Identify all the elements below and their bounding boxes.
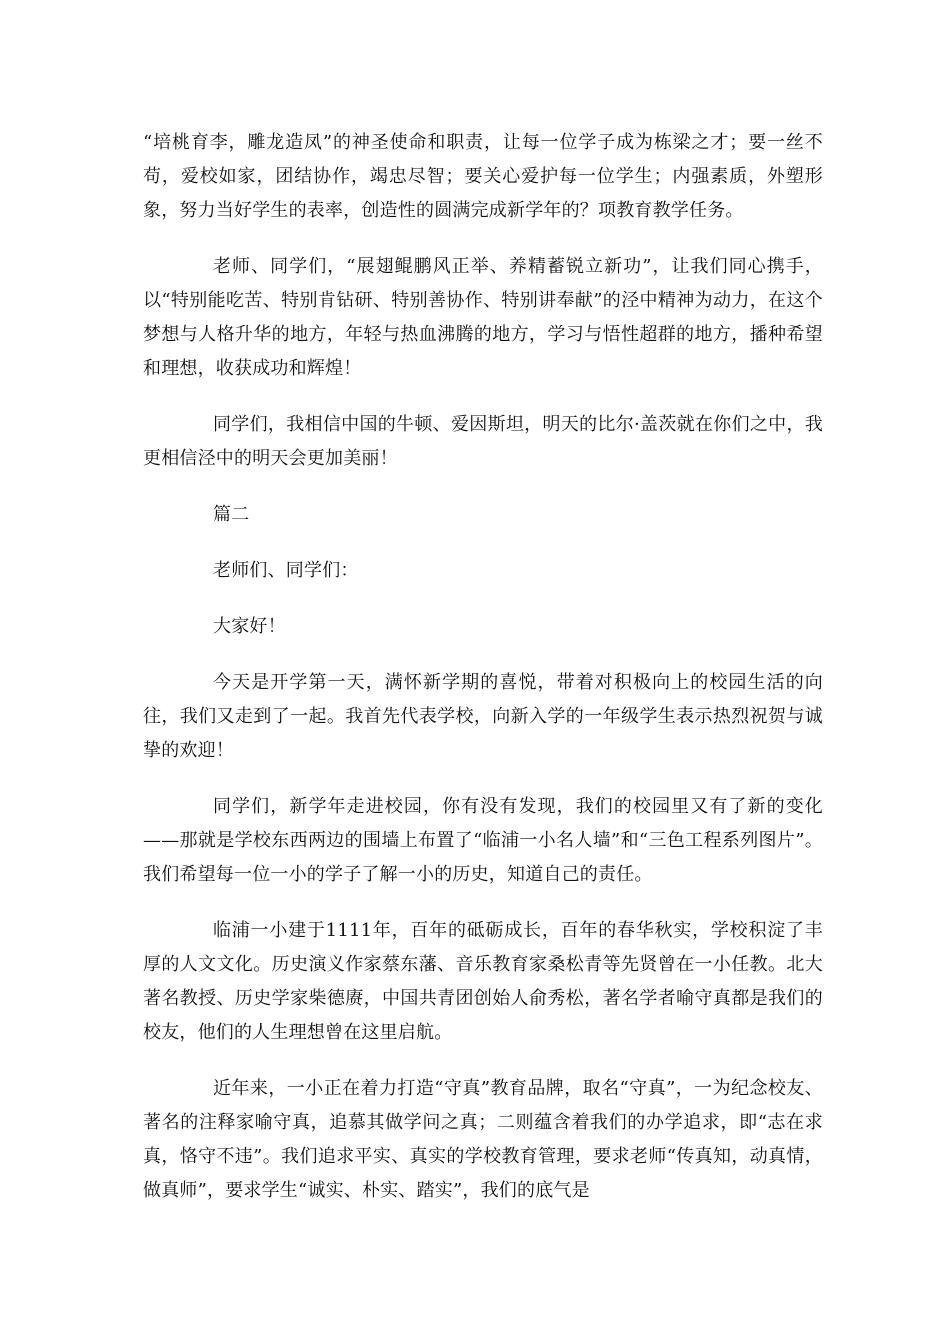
paragraph-9: 临浦一小建于1111年，百年的砥砺成长，百年的春华秋实，学校积淀了丰厚的人文文化。历史演义作家蔡东藩、音乐教育家桑松青等先贤曾在一小任教。北大著名教授、历史学家柴德赓，中国共青团创始人俞秀松，著名学者喻守真都是我们的校友，他们的人生理想曾在这里启航。 xyxy=(143,920,823,1043)
paragraph-10: 近年来，一小正在着力打造“守真”教育品牌，取名“守真”，一为纪念校友、著名的注释家喻守真，追慕其做学问之真；二则蕴含着我们的办学追求，即“志在求真，恪守不违”。我们追求平实、真实的学校教育管理，要求老师“传真知，动真情，做真师”，要求学生“诚实、朴实、踏实”，我们的底气是 xyxy=(143,1078,823,1201)
section-heading: 篇二 xyxy=(213,504,250,525)
paragraph-3: 同学们，我相信中国的牛顿、爱因斯坦，明天的比尔·盖茨就在你们之中，我更相信泾中的明天会更加美丽！ xyxy=(143,414,823,469)
greeting: 大家好！ xyxy=(213,616,286,637)
paragraph-8: 同学们，新学年走进校园，你有没有发现，我们的校园里又有了新的变化——那就是学校东西两边的围墙上布置了“临浦一小名人墙”和“三色工程系列图片”。我们希望每一位一小的学子了解一小的历史，知道自己的责任。 xyxy=(143,796,823,885)
salutation: 老师们、同学们： xyxy=(213,560,359,581)
paragraph-7: 今天是开学第一天，满怀新学期的喜悦，带着对积极向上的校园生活的向往，我们又走到了一起。我首先代表学校，向新入学的一年级学生表示热烈祝贺与诚挚的欢迎！ xyxy=(143,672,823,761)
paragraph-1: “培桃育李，雕龙造凤”的神圣使命和职责，让每一位学子成为栋梁之才；要一丝不苟，爱校如家，团结协作，竭忠尽智；要关心爱护每一位学生；内强素质，外塑形象，努力当好学生的表率，创造性的圆满完成新学年的？项教育教学任务。 xyxy=(143,132,823,221)
paragraph-2: 老师、同学们，“展翅鲲鹏风正举、养精蓄锐立新功”，让我们同心携手，以“特别能吃苦、特别肯钻研、特别善协作、特别讲奉献”的泾中精神为动力，在这个梦想与人格升华的地方，年轻与热血沸腾的地方，学习与悟性超群的地方，播种希望和理想，收获成功和辉煌！ xyxy=(143,256,823,379)
document-body xyxy=(143,126,823,1230)
